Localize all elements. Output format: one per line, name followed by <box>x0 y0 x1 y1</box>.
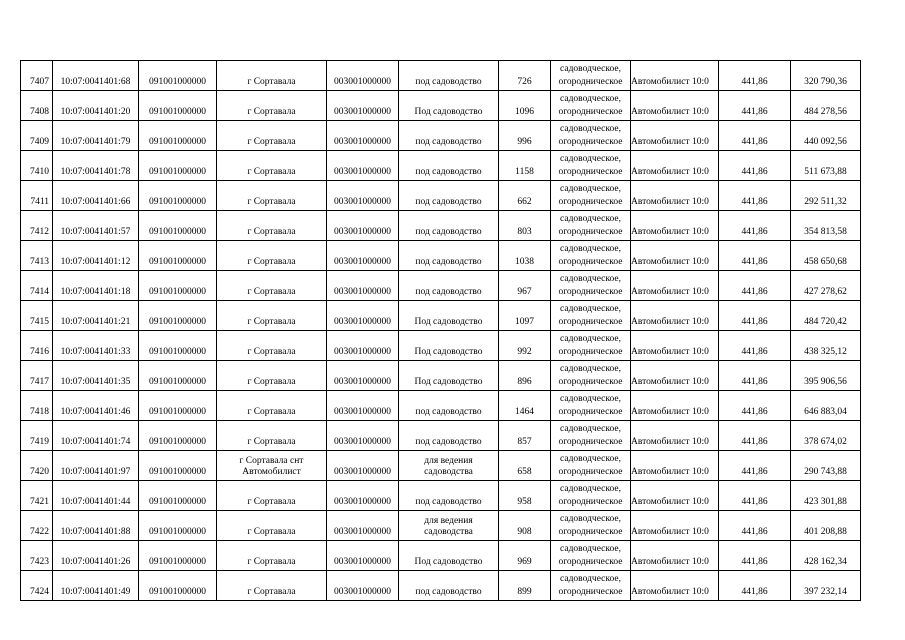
row-number-cell: 7423 <box>21 541 53 571</box>
document-page <box>20 60 861 601</box>
locality-line: г Сортавала <box>247 527 296 537</box>
purpose-cell <box>399 541 499 571</box>
partnership-name-cell: Автомобилист 10:0 <box>631 331 719 361</box>
oktmo-code-cell: 091001000000 <box>139 241 217 271</box>
row-number-cell: 7413 <box>21 241 53 271</box>
area-cell: 658 <box>499 451 551 481</box>
category-line: огородническое <box>558 406 623 417</box>
table-row <box>21 181 861 211</box>
purpose-cell <box>399 211 499 241</box>
locality-line: г Сортавала <box>247 407 296 417</box>
table-row <box>21 121 861 151</box>
partnership-name-cell: Автомобилист 10:0 <box>631 511 719 541</box>
area-cell: 908 <box>499 511 551 541</box>
category-line: садоводческое, <box>560 213 621 224</box>
area-cell: 896 <box>499 361 551 391</box>
category-line: садоводческое, <box>560 303 621 314</box>
row-number-cell: 7409 <box>21 121 53 151</box>
oktmo-code-cell: 091001000000 <box>139 451 217 481</box>
oktmo-code-cell: 091001000000 <box>139 511 217 541</box>
locality-cell <box>217 61 327 91</box>
category-line: огородническое <box>558 586 623 597</box>
cadastral-value-cell: 458 650,68 <box>791 241 861 271</box>
purpose-cell <box>399 271 499 301</box>
code-cell: 003001000000 <box>327 511 399 541</box>
cadastral-value-cell: 423 301,88 <box>791 481 861 511</box>
code-cell: 003001000000 <box>327 271 399 301</box>
category-line: огородническое <box>558 196 623 207</box>
category-cell <box>551 241 631 271</box>
rate-cell: 441,86 <box>719 151 791 181</box>
row-number-cell: 7417 <box>21 361 53 391</box>
category-line: садоводческое, <box>560 153 621 164</box>
row-number-cell: 7418 <box>21 391 53 421</box>
cadastral-value-cell: 395 906,56 <box>791 361 861 391</box>
category-cell <box>551 61 631 91</box>
row-number-cell: 7407 <box>21 61 53 91</box>
partnership-name-cell: Автомобилист 10:0 <box>631 151 719 181</box>
cadastral-number-cell: 10:07:0041401:74 <box>53 421 139 451</box>
row-number-cell: 7410 <box>21 151 53 181</box>
purpose-line: под садоводство <box>415 197 482 207</box>
row-number-cell: 7416 <box>21 331 53 361</box>
row-number-cell: 7422 <box>21 511 53 541</box>
partnership-name-cell: Автомобилист 10:0 <box>631 481 719 511</box>
category-cell <box>551 511 631 541</box>
table-row <box>21 61 861 91</box>
cadastral-value-cell: 427 278,62 <box>791 271 861 301</box>
locality-line: г Сортавала <box>247 287 296 297</box>
table-row <box>21 211 861 241</box>
oktmo-code-cell: 091001000000 <box>139 541 217 571</box>
code-cell: 003001000000 <box>327 61 399 91</box>
code-cell: 003001000000 <box>327 301 399 331</box>
code-cell: 003001000000 <box>327 361 399 391</box>
locality-cell <box>217 301 327 331</box>
locality-cell <box>217 481 327 511</box>
category-line: садоводческое, <box>560 483 621 494</box>
purpose-cell <box>399 91 499 121</box>
category-line: огородническое <box>558 76 623 87</box>
category-cell <box>551 331 631 361</box>
purpose-line: под садоводство <box>415 257 482 267</box>
category-cell <box>551 541 631 571</box>
category-cell <box>551 181 631 211</box>
category-cell <box>551 121 631 151</box>
rate-cell: 441,86 <box>719 511 791 541</box>
partnership-name-cell: Автомобилист 10:0 <box>631 91 719 121</box>
locality-line: г Сортавала <box>247 587 296 597</box>
cadastral-number-cell: 10:07:0041401:46 <box>53 391 139 421</box>
cadastral-number-cell: 10:07:0041401:21 <box>53 301 139 331</box>
rate-cell: 441,86 <box>719 361 791 391</box>
area-cell: 1096 <box>499 91 551 121</box>
category-cell <box>551 421 631 451</box>
locality-cell <box>217 511 327 541</box>
purpose-cell <box>399 571 499 601</box>
code-cell: 003001000000 <box>327 181 399 211</box>
code-cell: 003001000000 <box>327 421 399 451</box>
oktmo-code-cell: 091001000000 <box>139 331 217 361</box>
oktmo-code-cell: 091001000000 <box>139 481 217 511</box>
category-line: огородническое <box>558 346 623 357</box>
locality-line: г Сортавала <box>247 227 296 237</box>
row-number-cell: 7411 <box>21 181 53 211</box>
partnership-name-cell: Автомобилист 10:0 <box>631 121 719 151</box>
cadastral-number-cell: 10:07:0041401:79 <box>53 121 139 151</box>
code-cell: 003001000000 <box>327 241 399 271</box>
cadastral-number-cell: 10:07:0041401:12 <box>53 241 139 271</box>
locality-cell <box>217 241 327 271</box>
table-row <box>21 391 861 421</box>
table-row <box>21 421 861 451</box>
partnership-name-cell: Автомобилист 10:0 <box>631 541 719 571</box>
oktmo-code-cell: 091001000000 <box>139 151 217 181</box>
table-row <box>21 271 861 301</box>
purpose-cell <box>399 511 499 541</box>
locality-cell <box>217 121 327 151</box>
row-number-cell: 7424 <box>21 571 53 601</box>
purpose-line: Под садоводство <box>414 557 483 567</box>
row-number-cell: 7421 <box>21 481 53 511</box>
purpose-line: садоводства <box>424 467 473 477</box>
locality-cell <box>217 391 327 421</box>
table-row <box>21 331 861 361</box>
table-row <box>21 571 861 601</box>
cadastral-value-cell: 320 790,36 <box>791 61 861 91</box>
cadastral-value-cell: 290 743,88 <box>791 451 861 481</box>
table-row <box>21 241 861 271</box>
partnership-name-cell: Автомобилист 10:0 <box>631 181 719 211</box>
purpose-line: садоводства <box>424 527 473 537</box>
locality-line: г Сортавала <box>247 107 296 117</box>
partnership-name-cell: Автомобилист 10:0 <box>631 301 719 331</box>
purpose-cell <box>399 481 499 511</box>
locality-line: г Сортавала <box>247 497 296 507</box>
area-cell: 992 <box>499 331 551 361</box>
purpose-line: Под садоводство <box>414 347 483 357</box>
cadastral-value-cell: 428 162,34 <box>791 541 861 571</box>
area-cell: 662 <box>499 181 551 211</box>
category-line: садоводческое, <box>560 123 621 134</box>
category-line: садоводческое, <box>560 393 621 404</box>
locality-cell <box>217 361 327 391</box>
category-line: садоводческое, <box>560 363 621 374</box>
purpose-cell <box>399 151 499 181</box>
land-plots-table <box>20 60 861 601</box>
cadastral-value-cell: 440 092,56 <box>791 121 861 151</box>
purpose-cell <box>399 361 499 391</box>
locality-cell <box>217 211 327 241</box>
cadastral-value-cell: 401 208,88 <box>791 511 861 541</box>
oktmo-code-cell: 091001000000 <box>139 391 217 421</box>
cadastral-number-cell: 10:07:0041401:20 <box>53 91 139 121</box>
locality-line: г Сортавала <box>247 257 296 267</box>
cadastral-number-cell: 10:07:0041401:78 <box>53 151 139 181</box>
partnership-name-cell: Автомобилист 10:0 <box>631 241 719 271</box>
category-cell <box>551 571 631 601</box>
oktmo-code-cell: 091001000000 <box>139 121 217 151</box>
rate-cell: 441,86 <box>719 331 791 361</box>
cadastral-value-cell: 484 720,42 <box>791 301 861 331</box>
locality-cell <box>217 91 327 121</box>
purpose-line: для ведения <box>424 456 473 466</box>
locality-line: г Сортавала <box>247 137 296 147</box>
cadastral-number-cell: 10:07:0041401:66 <box>53 181 139 211</box>
category-line: садоводческое, <box>560 453 621 464</box>
purpose-line: под садоводство <box>415 437 482 447</box>
locality-line: Автомобилист <box>242 467 301 477</box>
area-cell: 1158 <box>499 151 551 181</box>
locality-line: г Сортавала <box>247 317 296 327</box>
purpose-line: Под садоводство <box>414 317 483 327</box>
purpose-cell <box>399 121 499 151</box>
oktmo-code-cell: 091001000000 <box>139 61 217 91</box>
table-row <box>21 91 861 121</box>
locality-line: г Сортавала <box>247 437 296 447</box>
table-row <box>21 511 861 541</box>
purpose-line: Под садоводство <box>414 107 483 117</box>
category-line: огородническое <box>558 166 623 177</box>
partnership-name-cell: Автомобилист 10:0 <box>631 451 719 481</box>
rate-cell: 441,86 <box>719 211 791 241</box>
area-cell: 967 <box>499 271 551 301</box>
code-cell: 003001000000 <box>327 121 399 151</box>
code-cell: 003001000000 <box>327 481 399 511</box>
category-line: садоводческое, <box>560 273 621 284</box>
partnership-name-cell: Автомобилист 10:0 <box>631 361 719 391</box>
partnership-name-cell: Автомобилист 10:0 <box>631 211 719 241</box>
area-cell: 1038 <box>499 241 551 271</box>
cadastral-number-cell: 10:07:0041401:97 <box>53 451 139 481</box>
purpose-line: под садоводство <box>415 227 482 237</box>
category-cell <box>551 151 631 181</box>
category-line: садоводческое, <box>560 573 621 584</box>
cadastral-value-cell: 378 674,02 <box>791 421 861 451</box>
category-line: огородническое <box>558 496 623 507</box>
oktmo-code-cell: 091001000000 <box>139 271 217 301</box>
cadastral-value-cell: 354 813,58 <box>791 211 861 241</box>
cadastral-number-cell: 10:07:0041401:33 <box>53 331 139 361</box>
rate-cell: 441,86 <box>719 271 791 301</box>
category-cell <box>551 361 631 391</box>
purpose-cell <box>399 61 499 91</box>
code-cell: 003001000000 <box>327 391 399 421</box>
table-row <box>21 361 861 391</box>
code-cell: 003001000000 <box>327 571 399 601</box>
category-line: садоводческое, <box>560 333 621 344</box>
rate-cell: 441,86 <box>719 481 791 511</box>
purpose-line: под садоводство <box>415 77 482 87</box>
area-cell: 1464 <box>499 391 551 421</box>
category-line: огородническое <box>558 316 623 327</box>
purpose-cell <box>399 301 499 331</box>
category-line: огородническое <box>558 376 623 387</box>
category-line: садоводческое, <box>560 183 621 194</box>
partnership-name-cell: Автомобилист 10:0 <box>631 391 719 421</box>
code-cell: 003001000000 <box>327 151 399 181</box>
table-row <box>21 541 861 571</box>
purpose-cell <box>399 331 499 361</box>
rate-cell: 441,86 <box>719 91 791 121</box>
locality-cell <box>217 421 327 451</box>
oktmo-code-cell: 091001000000 <box>139 91 217 121</box>
code-cell: 003001000000 <box>327 331 399 361</box>
category-line: огородническое <box>558 256 623 267</box>
locality-cell <box>217 331 327 361</box>
category-line: садоводческое, <box>560 513 621 524</box>
category-line: огородническое <box>558 106 623 117</box>
area-cell: 958 <box>499 481 551 511</box>
rate-cell: 441,86 <box>719 301 791 331</box>
oktmo-code-cell: 091001000000 <box>139 181 217 211</box>
rate-cell: 441,86 <box>719 451 791 481</box>
oktmo-code-cell: 091001000000 <box>139 421 217 451</box>
cadastral-value-cell: 438 325,12 <box>791 331 861 361</box>
category-line: садоводческое, <box>560 93 621 104</box>
code-cell: 003001000000 <box>327 211 399 241</box>
category-cell <box>551 271 631 301</box>
row-number-cell: 7419 <box>21 421 53 451</box>
category-line: огородническое <box>558 286 623 297</box>
purpose-line: под садоводство <box>415 287 482 297</box>
partnership-name-cell: Автомобилист 10:0 <box>631 421 719 451</box>
cadastral-number-cell: 10:07:0041401:26 <box>53 541 139 571</box>
cadastral-number-cell: 10:07:0041401:88 <box>53 511 139 541</box>
area-cell: 996 <box>499 121 551 151</box>
locality-cell <box>217 181 327 211</box>
category-line: огородническое <box>558 436 623 447</box>
purpose-cell <box>399 391 499 421</box>
rate-cell: 441,86 <box>719 61 791 91</box>
cadastral-value-cell: 292 511,32 <box>791 181 861 211</box>
locality-cell <box>217 151 327 181</box>
category-line: огородническое <box>558 226 623 237</box>
partnership-name-cell: Автомобилист 10:0 <box>631 61 719 91</box>
table-row <box>21 301 861 331</box>
category-line: садоводческое, <box>560 63 621 74</box>
locality-line: г Сортавала снт <box>239 456 304 466</box>
purpose-line: под садоводство <box>415 587 482 597</box>
cadastral-value-cell: 511 673,88 <box>791 151 861 181</box>
rate-cell: 441,86 <box>719 571 791 601</box>
table-row <box>21 151 861 181</box>
purpose-line: для ведения <box>424 516 473 526</box>
category-line: огородническое <box>558 136 623 147</box>
partnership-name-cell: Автомобилист 10:0 <box>631 571 719 601</box>
purpose-cell <box>399 241 499 271</box>
rate-cell: 441,86 <box>719 391 791 421</box>
locality-line: г Сортавала <box>247 347 296 357</box>
rate-cell: 441,86 <box>719 121 791 151</box>
cadastral-number-cell: 10:07:0041401:44 <box>53 481 139 511</box>
purpose-cell <box>399 451 499 481</box>
category-line: огородническое <box>558 466 623 477</box>
locality-cell <box>217 271 327 301</box>
table-row <box>21 451 861 481</box>
category-line: садоводческое, <box>560 423 621 434</box>
area-cell: 899 <box>499 571 551 601</box>
category-cell <box>551 91 631 121</box>
category-cell <box>551 301 631 331</box>
purpose-cell <box>399 421 499 451</box>
oktmo-code-cell: 091001000000 <box>139 211 217 241</box>
cadastral-number-cell: 10:07:0041401:49 <box>53 571 139 601</box>
locality-cell <box>217 451 327 481</box>
locality-line: г Сортавала <box>247 197 296 207</box>
row-number-cell: 7408 <box>21 91 53 121</box>
partnership-name-cell: Автомобилист 10:0 <box>631 271 719 301</box>
category-line: огородническое <box>558 556 623 567</box>
locality-line: г Сортавала <box>247 77 296 87</box>
row-number-cell: 7420 <box>21 451 53 481</box>
locality-cell <box>217 541 327 571</box>
purpose-line: под садоводство <box>415 167 482 177</box>
row-number-cell: 7414 <box>21 271 53 301</box>
rate-cell: 441,86 <box>719 421 791 451</box>
purpose-cell <box>399 181 499 211</box>
cadastral-number-cell: 10:07:0041401:35 <box>53 361 139 391</box>
purpose-line: под садоводство <box>415 137 482 147</box>
category-cell <box>551 481 631 511</box>
table-body <box>21 61 861 601</box>
cadastral-number-cell: 10:07:0041401:18 <box>53 271 139 301</box>
cadastral-value-cell: 397 232,14 <box>791 571 861 601</box>
category-cell <box>551 391 631 421</box>
purpose-line: Под садоводство <box>414 377 483 387</box>
area-cell: 969 <box>499 541 551 571</box>
code-cell: 003001000000 <box>327 91 399 121</box>
category-line: садоводческое, <box>560 243 621 254</box>
category-cell <box>551 211 631 241</box>
oktmo-code-cell: 091001000000 <box>139 361 217 391</box>
oktmo-code-cell: 091001000000 <box>139 301 217 331</box>
row-number-cell: 7415 <box>21 301 53 331</box>
rate-cell: 441,86 <box>719 241 791 271</box>
rate-cell: 441,86 <box>719 181 791 211</box>
cadastral-number-cell: 10:07:0041401:57 <box>53 211 139 241</box>
rate-cell: 441,86 <box>719 541 791 571</box>
code-cell: 003001000000 <box>327 541 399 571</box>
category-cell <box>551 451 631 481</box>
cadastral-value-cell: 484 278,56 <box>791 91 861 121</box>
locality-line: г Сортавала <box>247 377 296 387</box>
area-cell: 1097 <box>499 301 551 331</box>
cadastral-value-cell: 646 883,04 <box>791 391 861 421</box>
locality-cell <box>217 571 327 601</box>
code-cell: 003001000000 <box>327 451 399 481</box>
oktmo-code-cell: 091001000000 <box>139 571 217 601</box>
category-line: садоводческое, <box>560 543 621 554</box>
area-cell: 803 <box>499 211 551 241</box>
category-line: огородническое <box>558 526 623 537</box>
purpose-line: под садоводство <box>415 407 482 417</box>
area-cell: 726 <box>499 61 551 91</box>
cadastral-number-cell: 10:07:0041401:68 <box>53 61 139 91</box>
locality-line: г Сортавала <box>247 167 296 177</box>
purpose-line: под садоводство <box>415 497 482 507</box>
locality-line: г Сортавала <box>247 557 296 567</box>
table-row <box>21 481 861 511</box>
row-number-cell: 7412 <box>21 211 53 241</box>
area-cell: 857 <box>499 421 551 451</box>
